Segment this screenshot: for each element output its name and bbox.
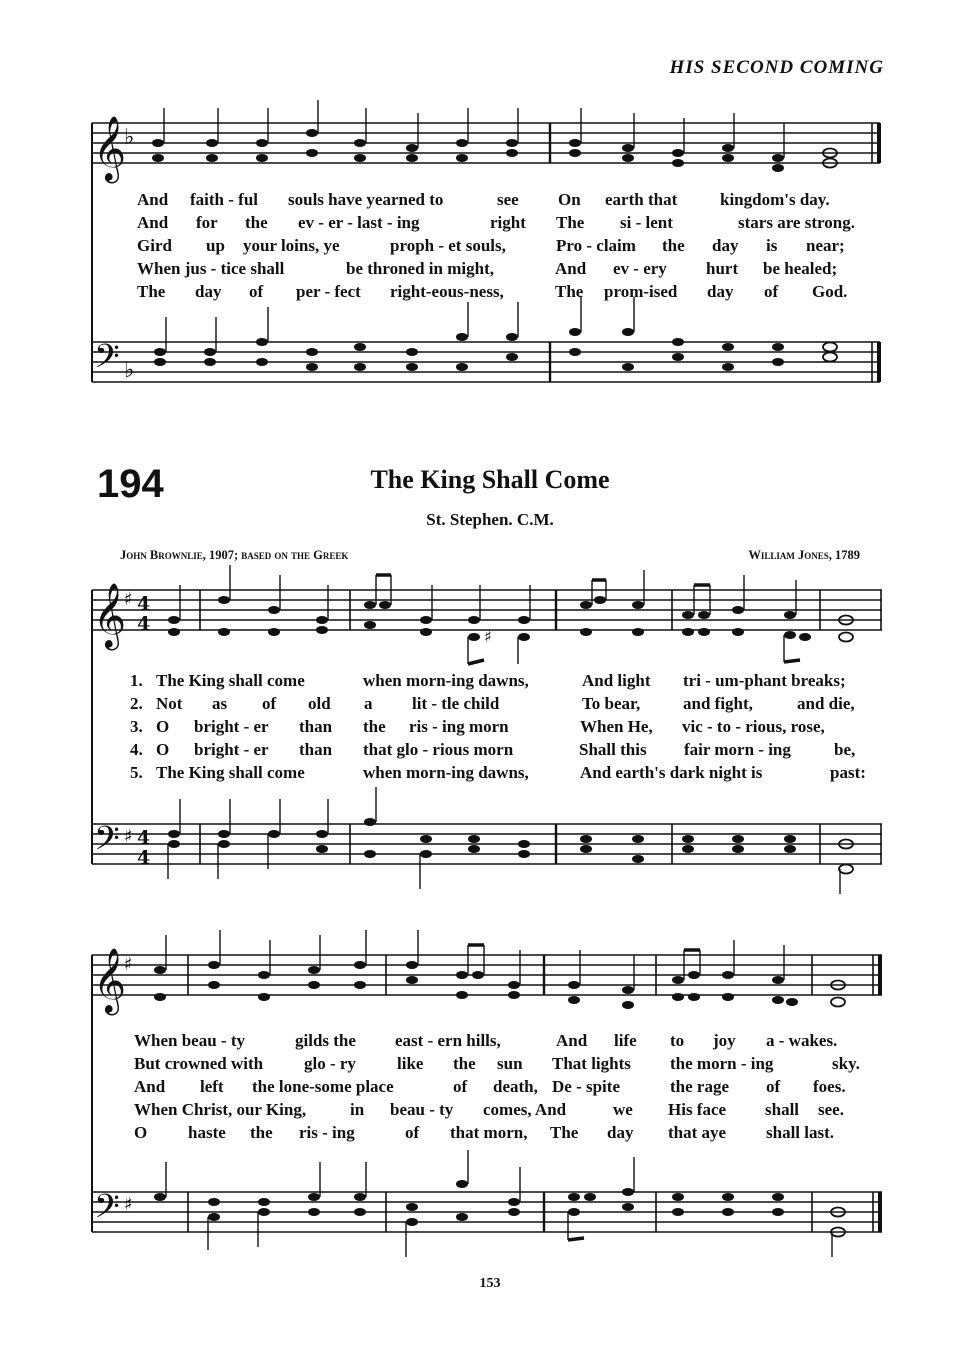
svg-text:𝄞: 𝄞 <box>93 583 127 648</box>
lyric-syllable-group: the <box>453 1054 476 1073</box>
lyric-syllable-group: vic - to - rious, rose, <box>682 717 825 736</box>
svg-text:♯: ♯ <box>124 589 133 610</box>
lyric-syllable-group: is <box>766 236 778 255</box>
lyric-syllable-group: When beau - ty <box>134 1031 245 1050</box>
lyric-syllable-group: hurt <box>706 259 739 278</box>
lyric-syllable-group: 1. <box>130 671 143 690</box>
lyric-syllable-group: right <box>490 213 526 232</box>
svg-text:4: 4 <box>137 593 151 615</box>
lyric-syllable-group: 4. <box>130 740 143 759</box>
lyric-syllable-group: stars are strong. <box>738 213 855 232</box>
lyric-syllable-group: in <box>350 1100 365 1119</box>
lyric-syllable-group: haste <box>188 1123 226 1142</box>
lyric-syllable-group: ris - ing <box>299 1123 355 1142</box>
lyric-syllable-group: death, <box>493 1077 538 1096</box>
lyric-syllable-group: When jus - tice shall <box>137 259 285 278</box>
lyric-syllable-group: And <box>556 1031 588 1050</box>
lyric-syllable-group: lit - tle child <box>412 694 500 713</box>
lyric-syllable-group: of <box>249 282 264 301</box>
lyric-syllable-group: sky. <box>832 1054 860 1073</box>
lyric-syllable-group: that aye <box>668 1123 727 1142</box>
lyric-syllable-group: that morn, <box>450 1123 528 1142</box>
svg-text:♯: ♯ <box>124 826 133 847</box>
lyric-syllable-group: of <box>405 1123 420 1142</box>
lyric-syllable-group: 3. <box>130 717 143 736</box>
lyric-syllable-group: be, <box>834 740 856 759</box>
lyric-syllable-group: Gird <box>137 236 172 255</box>
lyric-syllable-group: fair morn - ing <box>684 740 791 759</box>
svg-text:♯: ♯ <box>484 627 492 646</box>
lyric-syllable-group: O <box>156 717 170 736</box>
lyric-syllable-group: of <box>764 282 779 301</box>
lyric-syllable-group: and fight, <box>683 694 753 713</box>
lyric-syllable-group: the <box>363 717 386 736</box>
lyric-syllable-group: faith - ful <box>190 190 258 209</box>
lyric-syllable-group: east - ern hills, <box>395 1031 501 1050</box>
lyric-syllable-group: The King shall come <box>156 671 305 690</box>
lyric-syllable-group: up <box>206 236 225 255</box>
lyric-syllable-group: for <box>196 213 218 232</box>
svg-text:𝄢: 𝄢 <box>94 820 120 866</box>
tune-name: St. Stephen. C.M. <box>426 510 554 529</box>
music-credit: William Jones, 1789 <box>748 548 860 562</box>
lyric-syllable-group: bright - er <box>194 717 269 736</box>
lyric-syllable-group: O <box>156 740 170 759</box>
lyric-syllable-group: as <box>212 694 228 713</box>
lyric-syllable-group: De - spite <box>552 1077 620 1096</box>
lyric-syllable-group: gilds the <box>295 1031 356 1050</box>
lyric-syllable-group: prom-ised <box>604 282 678 301</box>
lyric-syllable-group: day <box>707 282 734 301</box>
lyric-syllable-group: to <box>670 1031 685 1050</box>
lyric-syllable-group: your loins, ye <box>243 236 340 255</box>
lyric-syllable-group: the lone-some place <box>252 1077 394 1096</box>
lyric-syllable-group: day <box>195 282 222 301</box>
lyric-syllable-group: per - fect <box>296 282 361 301</box>
lyric-syllable-group: left <box>200 1077 224 1096</box>
lyric-syllable-group: shall <box>765 1100 800 1119</box>
svg-text:𝄞: 𝄞 <box>93 116 127 181</box>
lyric-syllable-group: On <box>558 190 581 209</box>
lyric-syllable-group: that glo - rious morn <box>363 740 514 759</box>
lyric-syllable-group: And <box>555 259 587 278</box>
svg-text:♭: ♭ <box>124 358 135 383</box>
svg-text:𝄢: 𝄢 <box>94 1188 120 1234</box>
lyric-syllable-group: of <box>262 694 277 713</box>
lyric-syllable-group: and die, <box>797 694 855 713</box>
lyric-syllable-group: 5. <box>130 763 143 782</box>
lyric-syllable-group: The <box>555 282 584 301</box>
hymn-title: The King Shall Come <box>370 465 610 494</box>
lyric-syllable-group: of <box>766 1077 781 1096</box>
lyric-syllable-group: we <box>613 1100 633 1119</box>
lyric-syllable-group: And <box>134 1077 166 1096</box>
lyric-syllable-group: a <box>364 694 373 713</box>
lyric-syllable-group: God. <box>812 282 848 301</box>
svg-text:𝄢: 𝄢 <box>94 338 120 384</box>
lyric-syllable-group: When Christ, our King, <box>134 1100 307 1119</box>
svg-text:𝄞: 𝄞 <box>93 948 127 1013</box>
lyric-syllable-group: ris - ing morn <box>409 717 509 736</box>
page-number: 153 <box>479 1276 501 1291</box>
lyric-syllable-group: And <box>137 213 169 232</box>
lyric-syllable-group: And light <box>582 671 651 690</box>
lyric-syllable-group: the morn - ing <box>670 1054 774 1073</box>
lyric-syllable-group: the <box>245 213 268 232</box>
lyric-syllable-group: near; <box>806 236 845 255</box>
lyric-syllable-group: The <box>137 282 166 301</box>
running-header: HIS SECOND COMING <box>669 57 884 78</box>
lyric-syllable-group: old <box>308 694 331 713</box>
lyric-syllable-group: like <box>397 1054 424 1073</box>
lyric-syllable-group: Pro - claim <box>556 236 636 255</box>
lyric-syllable-group: ev - ery <box>613 259 667 278</box>
lyric-syllable-group: ev - er - last - ing <box>298 213 420 232</box>
svg-text:♯: ♯ <box>124 954 133 975</box>
lyric-syllable-group: shall last. <box>766 1123 835 1142</box>
lyric-syllable-group: bright - er <box>194 740 269 759</box>
lyric-syllable-group: O <box>134 1123 148 1142</box>
lyric-syllable-group: than <box>299 740 333 759</box>
lyric-syllable-group: Shall this <box>579 740 647 759</box>
lyric-syllable-group: souls have yearned to <box>288 190 444 209</box>
lyric-syllable-group: beau - ty <box>390 1100 454 1119</box>
lyric-syllable-group: the rage <box>670 1077 730 1096</box>
lyric-syllable-group: 2. <box>130 694 143 713</box>
lyric-syllable-group: And <box>137 190 169 209</box>
lyric-syllable-group: To bear, <box>582 694 641 713</box>
lyric-syllable-group: That lights <box>552 1054 631 1073</box>
lyric-syllable-group: a - wakes. <box>766 1031 838 1050</box>
lyric-syllable-group: when morn-ing dawns, <box>363 671 529 690</box>
lyric-syllable-group: see. <box>818 1100 844 1119</box>
lyric-syllable-group: be healed; <box>763 259 838 278</box>
lyric-syllable-group: The <box>556 213 585 232</box>
svg-text:4: 4 <box>137 613 151 635</box>
lyric-syllable-group: comes, And <box>483 1100 567 1119</box>
lyric-syllable-group: than <box>299 717 333 736</box>
lyric-syllable-group: kingdom's day. <box>720 190 830 209</box>
lyric-syllable-group: foes. <box>813 1077 846 1096</box>
lyric-syllable-group: earth that <box>605 190 678 209</box>
lyric-syllable-group: And earth's dark night is <box>580 763 763 782</box>
words-credit: John Brownlie, 1907; based on the Greek <box>120 548 349 562</box>
lyric-syllable-group: When He, <box>580 717 653 736</box>
svg-text:4: 4 <box>137 827 151 849</box>
svg-text:♭: ♭ <box>124 125 135 150</box>
lyric-syllable-group: the <box>250 1123 273 1142</box>
lyric-syllable-group: joy <box>713 1031 736 1050</box>
lyric-syllable-group: proph - et souls, <box>390 236 506 255</box>
lyric-syllable-group: past: <box>830 763 866 782</box>
lyric-syllable-group: But crowned with <box>134 1054 264 1073</box>
lyric-syllable-group: sun <box>497 1054 523 1073</box>
lyric-syllable-group: life <box>614 1031 637 1050</box>
lyric-syllable-group: The <box>550 1123 579 1142</box>
lyric-syllable-group: tri - um-phant breaks; <box>683 671 846 690</box>
lyric-syllable-group: day <box>712 236 739 255</box>
lyric-syllable-group: see <box>497 190 519 209</box>
lyric-syllable-group: day <box>607 1123 634 1142</box>
lyric-syllable-group: glo - ry <box>304 1054 356 1073</box>
lyric-syllable-group: the <box>662 236 685 255</box>
hymn-number: 194 <box>97 462 164 506</box>
lyric-syllable-group: be throned in might, <box>346 259 494 278</box>
lyric-syllable-group: when morn-ing dawns, <box>363 763 529 782</box>
svg-text:♯: ♯ <box>124 1194 133 1215</box>
lyric-syllable-group: si - lent <box>620 213 673 232</box>
svg-text:4: 4 <box>137 847 151 869</box>
lyric-syllable-group: Not <box>156 694 183 713</box>
lyric-syllable-group: His face <box>668 1100 727 1119</box>
lyric-syllable-group: of <box>453 1077 468 1096</box>
lyric-syllable-group: The King shall come <box>156 763 305 782</box>
lyric-syllable-group: right-eous-ness, <box>390 282 504 301</box>
